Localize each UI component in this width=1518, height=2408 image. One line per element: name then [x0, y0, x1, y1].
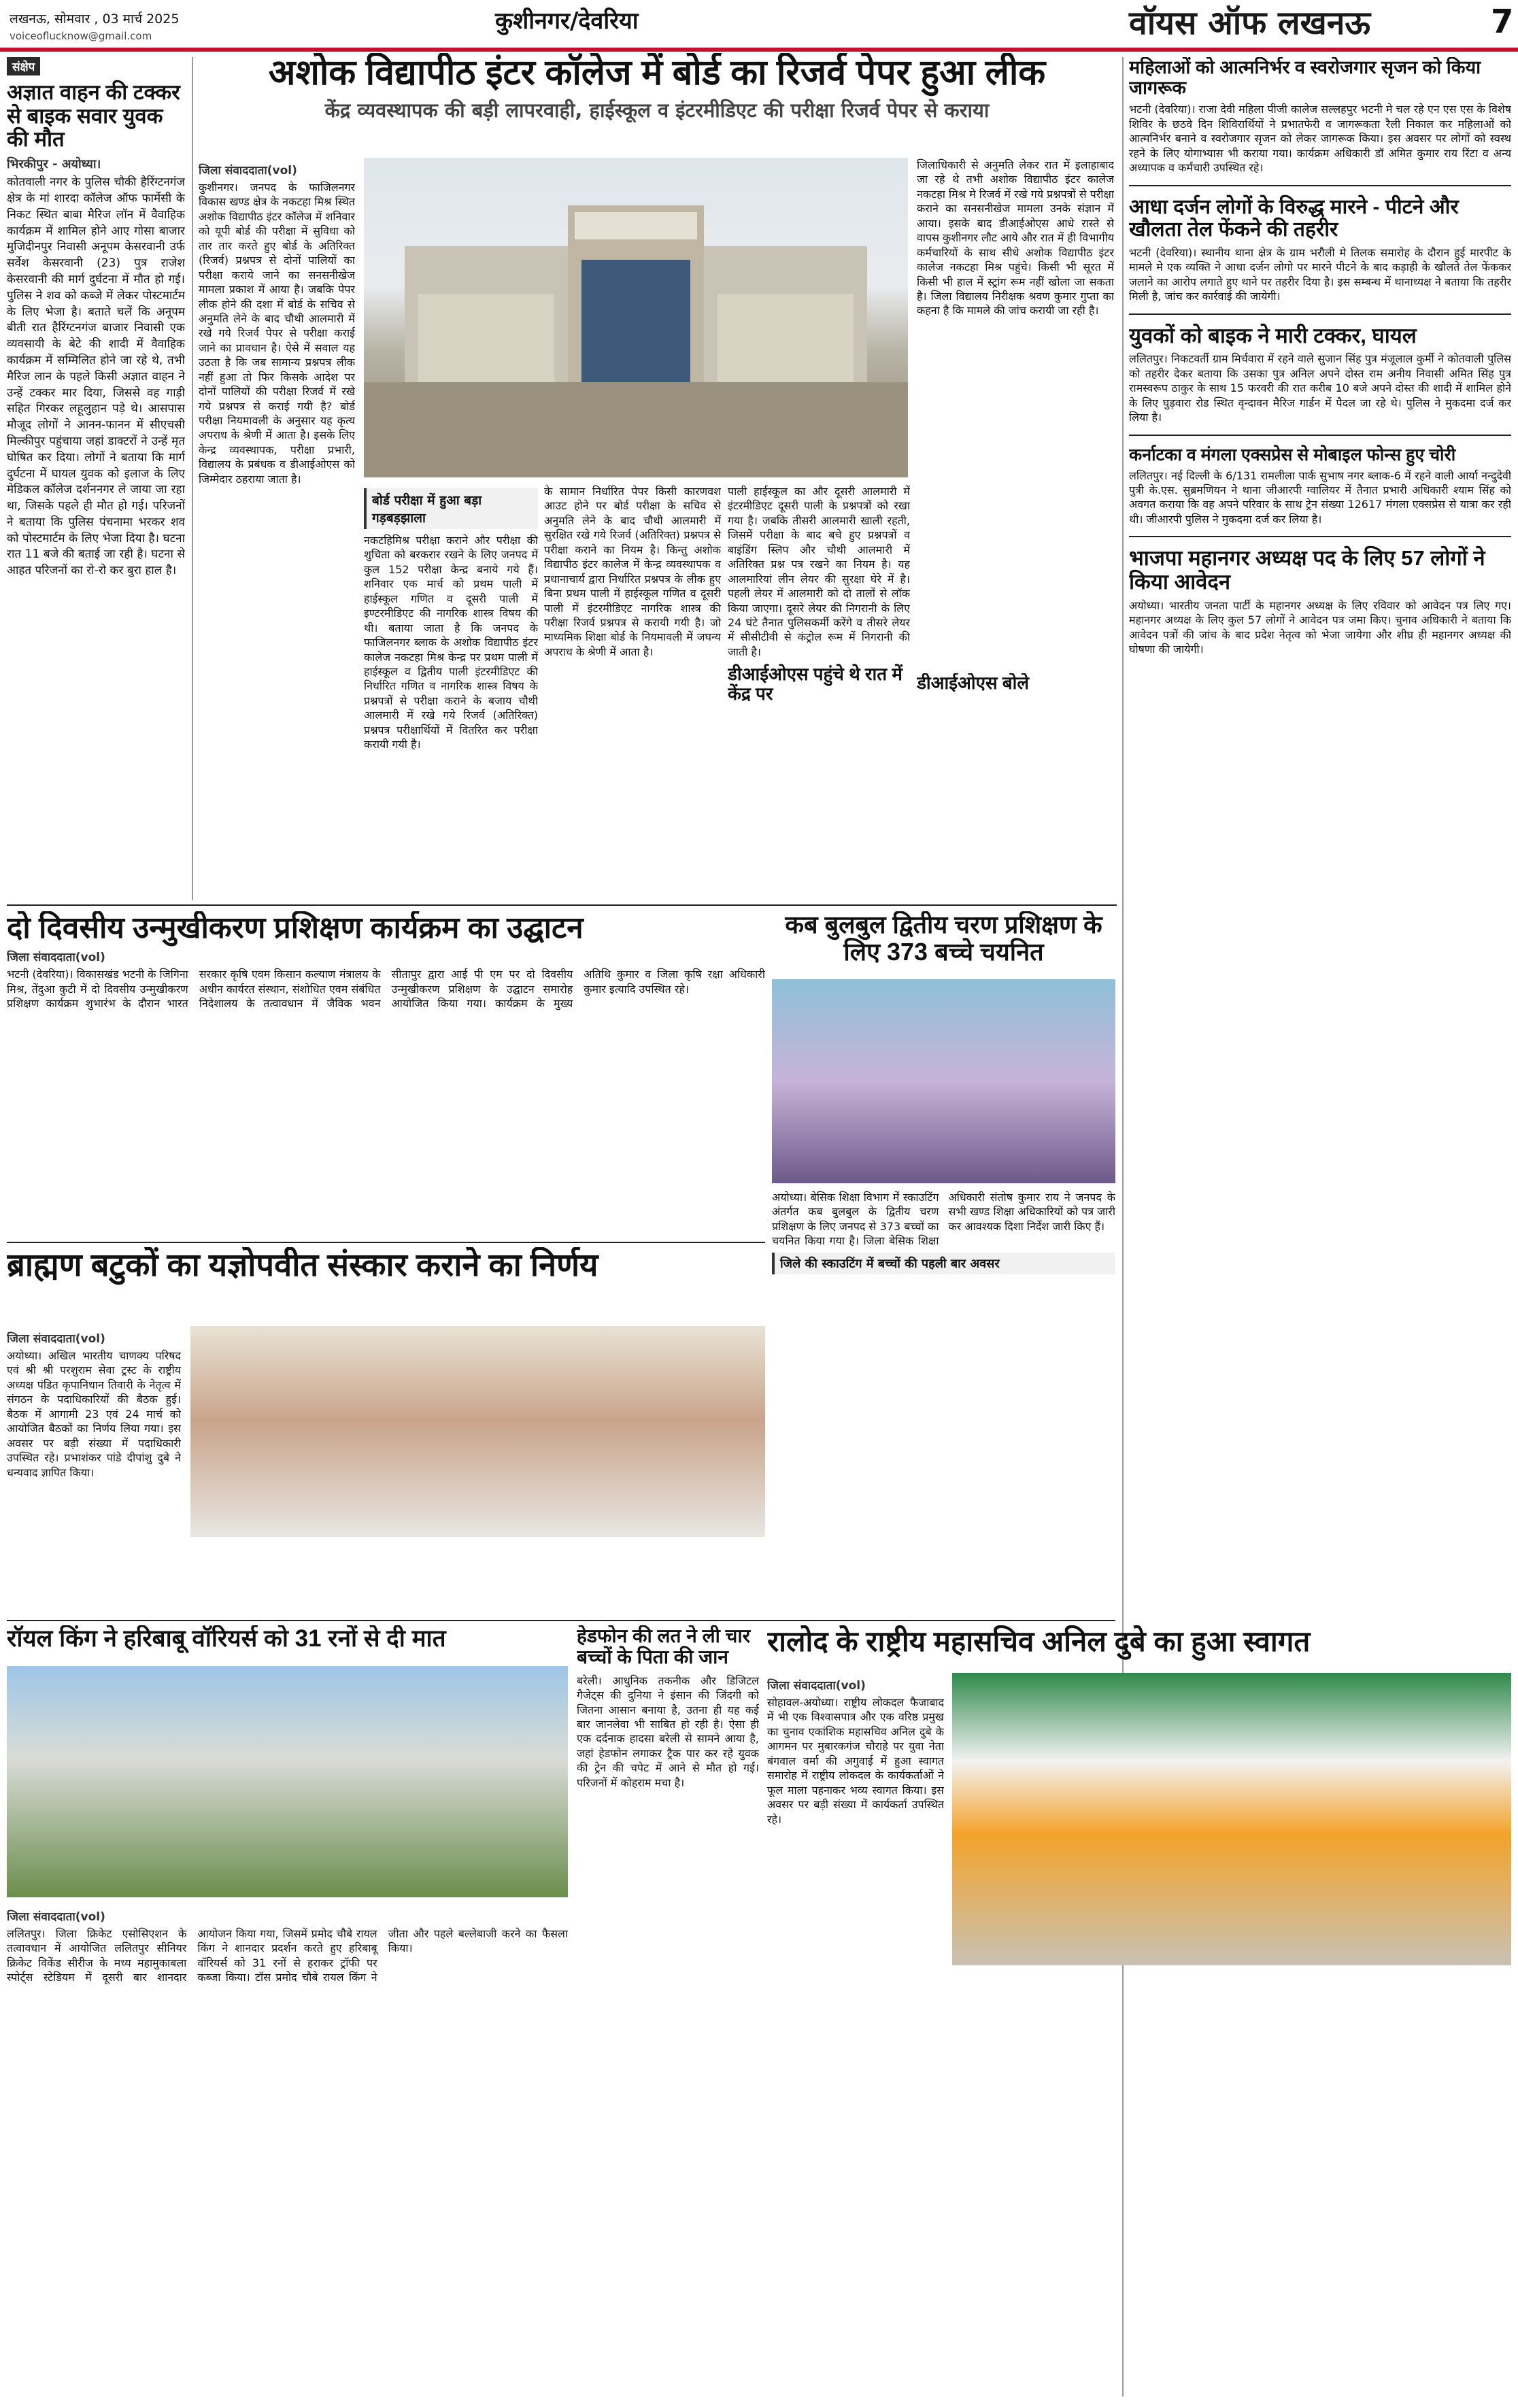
column-divider	[192, 57, 193, 900]
college-gate-illustration	[364, 158, 908, 477]
lead-subhead-dios: डीआईओएस पहुंचे थे रात में केंद्र पर	[728, 664, 903, 705]
story-cricket-headline: रॉयल किंग ने हरिबाबू वॉरियर्स को 31 रनों से दी मात	[7, 1625, 446, 1652]
college-gate-photo	[364, 158, 908, 477]
sidebar-headline-1: महिलाओं को आत्मनिर्भर व स्वरोजगार सृजन को किया जागरूक	[1129, 57, 1481, 99]
brahmin-meeting-photo	[190, 1326, 765, 1537]
lead-subheadline: केंद्र व्यवस्थापक की बड़ी लापरवाही, हाईस्कूल व इंटरमीडिएट की परीक्षा रिजर्व पेपर से कराया	[324, 99, 990, 122]
story-rld-col	[767, 1673, 944, 2394]
lead-col5-text: जिलाधिकारी से अनुमति लेकर रात में इलाहाबाद जा रहे थे तभी अशोक विद्यापीठ इंटर कालेज नकटहा मिश्र मे रिजर्व में रखे गये प्रश्नपत्रों से परीक्षा कराने का सनसनीखेज मामला उनके संज्ञान में आया। इसके बाद डीआईओएस आधे रास्ते से वापस कुशीनगर लौट आये और रात में ही विभागीय कर्मचारियों के साथ सीधे अशोक विद्यापीठ इंटर कालेज नकटहा मिश्र पहुंचे। किसी भी सूरत में किसी भी हाल में स्ट्रांग रूम नहीं खोला जा सकता है। जिला विद्यालय निरीक्षक श्रवण कुमार गुप्ता का कहना है कि मामले की जांच करायी जा रही है।	[917, 158, 1114, 318]
lead-col-1	[199, 158, 355, 899]
sidebar-headline-2: आधा दर्जन लोगों के विरुद्ध मारने - पीटने और खौलता तेल फेंकने की तहरीर	[1129, 195, 1459, 241]
story-cub-body-box	[772, 1190, 1115, 1605]
lead-col-5	[917, 158, 1114, 899]
lead-col2-text: नकटहिमिश्र परीक्षा कराने और परीक्षा की शुचिता को बरकरार रखने के लिए जनपद में कुल 152 परीक्षा केन्द्र बनाये गये हैं। शनिवार एक मार्च को प्रथम पाली में हाईस्कूल गणित व दूसरी पाली में इण्टरमीडिएट की नागरिक शास्त्र विषय की थी। बताया जाता है कि जनपद के फाजिलनगर ब्लाक के अशोक विद्यापीठ इंटर कालेज नकटहा मिश्र केन्द्र पर प्रथम पाली में हाईस्कूल व द्वितीय पाली इंटरमीडिएट की निर्धारित गणित व नागरिक शास्त्र विषय के प्रश्नपत्रों से परीक्षा कराने के बजाय चौथी आलमारी में रखे गये रिजर्व (अतिरिक्त) प्रश्नपत्र परीक्षार्थियों में वितरित कर परीक्षा करायी गयी है।	[364, 534, 538, 751]
sankshep-column	[7, 57, 185, 900]
row-divider	[7, 1620, 1115, 1621]
lead-col-4	[728, 484, 910, 899]
story-training	[7, 911, 765, 1238]
sankshep-dateline: भिरकीपुर - अयोध्या।	[7, 157, 101, 172]
story-headphone	[577, 1625, 759, 2401]
page-number: 7	[1491, 3, 1514, 41]
row-divider	[7, 904, 1117, 906]
story-training-byline: जिला संवाददाता(vol)	[7, 951, 105, 965]
story-training-headline: दो दिवसीय उन्मुखीकरण प्रशिक्षण कार्यक्रम का उद्घाटन	[7, 911, 584, 945]
lead-subhead-box	[917, 673, 1114, 714]
lead-col-2	[364, 484, 538, 899]
lead-col3-text: के सामान निर्धारित पेपर किसी कारणवश आउट होने पर बोर्ड परीक्षा के सचिव से अनुमति लेने के बाद चौथी आलमारी में सुरक्षित रखे गये रिजर्व (अतिरिक्त) प्रश्नपत्र से परीक्षा कराने का नियम है। किन्तु अशोक विद्यापीठ इंटर कालेज में केन्द्र व्यवस्थापक व प्रधानाचार्य द्वारा निर्धारित प्रश्नपत्र के लीक हुए बिना प्रथम पाली में हाईस्कूल गणित व दूसरी पाली में इंटरमीडिएट नागरिक शास्त्र की परीक्षा रिजर्व प्रश्नपत्र से करायी गयी है। जो माध्यमिक शिक्षा बोर्ड के नियमावली में जघन्य अपराध के श्रेणी में आता है।	[544, 485, 721, 658]
lead-col-3	[544, 484, 721, 899]
story-cricket-body-box	[7, 1904, 568, 2401]
section-name: कुशीनगर/देवरिया	[495, 7, 639, 35]
story-brahmin-byline: जिला संवाददाता(vol)	[7, 1332, 105, 1346]
sidebar-body-4: ललितपुर। नई दिल्ली के 6/131 रामलीला पार्क सुभाष नगर ब्लाक-6 में रहने वाली आर्या नन्दुदेवी पुत्री के.एस. सुब्रमणियन ने थाना जीआरपी ग्वालियर में तैनात प्रभारी अधिकारी श्याम सिंह को अवगत कराया कि वह अपने परिवार के साथ ट्रेन संख्या 12617 मंगला एक्सप्रेस से यात्रा कर रही थी। जीआरपी पुलिस ने मुकदमा दर्ज कर लिया है।	[1129, 469, 1511, 526]
lead-subhead: डीआईओएस बोले	[917, 673, 1029, 693]
cricket-team-photo	[7, 1666, 568, 1897]
sankshep-body: कोतवाली नगर के पुलिस चौकी हैरिंग्टनगंज क्षेत्र के मां शारदा कॉलेज ऑफ फार्मेसी के निकट स्थित बाबा मैरिज लॉन में वैवाहिक कार्यक्रम में शामिल होने आए गोसा बाजार मुजिदीनपुर निवासी अनूपम केसरवानी उर्फ सर्वेश केसरवानी (23) पुत्र राजेश केसरवानी की मार्ग दुर्घटना में मौत हो गई। पुलिस ने शव को कब्जे में लेकर पोस्टमार्टम के लिए भेजा है। बताते चलें कि अनूपम बीती रात हैरिंग्टनगंज बाजार निवासी एक व्यवसायी के बेटे की शादी में वैवाहिक कार्यक्रम में सम्मिलित होने जा रहे थे, तभी मैरिज लान के पहले किसी अज्ञात वाहन ने उन्हें टक्कर मार दिया, जिससे वह गाड़ी सहित गिरकर लहूलुहान पड़े थे। आसपास मौजूद लोगों ने आनन-फानन में सीएचसी मिल्कीपुर पहुंचाया जहां डाक्टरों ने उन्हें मृत घोषित कर दिया। लोगों ने बताया कि मार्ग दुर्घटना में घायल युवक को इलाज के लिए मेडिकल कॉलेज दर्शननगर ले जाया जा रहा था, जिसके पहले ही मौत हो गई। परिजनों ने बताया कि पुलिस पंचनामा भरकर शव को पोस्टमार्टम के लिए भेजा दिया है। घटना रात 11 बजे की बताई जा रही है। घटना से आहत परिजनों का रो-रो कर बुरा हाल है।	[7, 175, 185, 578]
story-cub-headline: कब बुलबुल द्वितीय चरण प्रशिक्षण के लिए 373 बच्चे चयनित	[785, 911, 1102, 966]
lead-col1-text: कुशीनगर। जनपद के फाजिलनगर विकास खण्ड क्षेत्र के नकटहा मिश्र स्थित अशोक विद्यापीठ इंटर कॉलेज में शनिवार को यूपी बोर्ड की परीक्षा में सुविधा को तार तार करते हुए बोर्ड के अतिरिक्त (रिजर्व) प्रश्नपत्र से दोनों पालियों का परीक्षा कराये जाने का सनसनीखेज मामला प्रकाश में आया है। जबकि पेपर लीक होने की दशा में बोर्ड के सचिव से अनुमति लेने के बाद चौथी आलमारी में रखे गये रिजर्व पेपर से परीक्षा कराई जाने का प्रावधान है। ऐसे में सवाल यह उठता है कि जब सामान्य प्रश्नपत्र लीक नहीं हुआ तो फिर किसके आदेश पर दोनों पालियों की परीक्षा रिजर्व में रखे गये प्रश्नपत्र से कराई गयी है? बोर्ड परीक्षा नियमावली के अनुसार यह कृत्य अपराध के श्रेणी में आता है। इसके लिए केन्द्र व्यवस्थापक, परीक्षा प्रभारी, विद्यालय के प्रबंधक व डीआईओएस को जिम्मेदार ठहराया जाता है।	[199, 181, 355, 486]
sidebar-headline-3: युवकों को बाइक ने मारी टक्कर, घायल	[1129, 323, 1417, 347]
issue-date: लखनऊ, सोमवार , 03 मार्च 2025	[10, 12, 180, 27]
story-cricket-byline: जिला संवाददाता(vol)	[7, 1910, 105, 1924]
lead-byline: जिला संवाददाता(vol)	[199, 164, 297, 177]
story-cricket-body: ललितपुर। जिला क्रिकेट एसोसिएशन के तत्वावधान में आयोजित ललितपुर सीनियर क्रिकेट विकेंड सीरीज के मध्य महामुकाबला स्पोर्ट्स स्टेडियम में दूसरी बार शानदार आयोजन किया गया, जिसमें प्रमोद चौबे रायल किंग ने शानदार प्रदर्शन करते हुए हरिबाबू वॉरियर्स को 31 रनों से हराकर ट्रॉफी पर कब्जा किया। टॉस प्रमोद चौबे रायल किंग ने जीता और पहले बल्लेबाजी करने का फैसला किया।	[7, 1927, 568, 1984]
story-headphone-body: बरेली। आधुनिक तकनीक और डिजिटल गैजेट्स की दुनिया ने इंसान की जिंदगी को जितना आसान बनाया है, उतना ही यह कई बार जानलेवा भी साबित हो रही है। ऐसा ही एक दर्दनाक हादसा बरेली से सामने आया है, जहां हेडफोन लगाकर ट्रैक पार कर रहे युवक की ट्रेन की चपेट में आने से मौत हो गई। परिजनों में कोहराम मचा है।	[577, 1674, 759, 1789]
story-brahmin-headline: ब्राह्मण बटुकों का यज्ञोपवीत संस्कार कराने का निर्णय	[7, 1247, 598, 1283]
sidebar-body-5: अयोध्या। भारतीय जनता पार्टी के महानगर अध्यक्ष के लिए रविवार को आवेदन पत्र लिए गए। महानगर अध्यक्ष के लिए कुल 57 लोगों ने आवेदन पत्र जमा किए। चुनाव अधिकारी ने बताया कि आवेदन पत्रों की जांच के बाद प्रदेश नेतृत्व को भेजा जायेगा और शीघ्र ही महानगर अध्यक्ष की घोषणा की जायेगी।	[1129, 598, 1511, 656]
lead-col4-text: पाली हाईस्कूल का और दूसरी आलमारी में इंटरमीडिएट दूसरी पाली के प्रश्नपत्रों को रखा गया है। जबकि तीसरी आलमारी खाली रहती, जिसमें परीक्षा के बाद बचे हुए प्रश्नपत्रों व बाइंडिंग स्लिप और चौथी आलमारी में अतिरिक्त प्रश्न पत्र रखने का नियम है। यह आलमारियां लीन लेयर की सुरक्षा घेरे में है। पहली लेयर में आलमारी को दो तालों से लॉक किया जाएगा। दूसरे लेयर की निगरानी के लिए 24 घंटे तैनात पुलिसकर्मी करेंगे व तीसरे लेयर में सीसीटीवी से कंट्रोल रूम में निगरानी की जाती है।	[728, 485, 910, 658]
story-cub-pull: जिले की स्काउटिंग में बच्चों की पहली बार अवसर	[772, 1253, 1115, 1274]
story-headphone-headline: हेडफोन की लत ने ली चार बच्चों के पिता की जान	[577, 1625, 751, 1668]
sidebar-body-1: भटनी (देवरिया)। राजा देवी महिला पीजी कालेज सल्लहपुर भटनी मे चल रहे एन एस एस के विशेष शिविर के छठवे दिन शिविरार्थियों ने प्रभातफेरी व जागरूकता रैली निकाल कर महिलाओं को आत्मनिर्भर बनाने व स्वरोजगार सृजन को लेकर जागरूक किया। इस अवसर पर लोगों को स्वस्थ रहने के लिए योगाभ्यास भी कराया गया। कार्यक्रम अधिकारी डॉ अमित कुमार राय रिंटा व अन्य अध्यापक व कर्मचारी उपस्थित रहे।	[1129, 103, 1511, 175]
masthead-brand: वॉयस ऑफ लखनऊ	[1129, 4, 1371, 42]
page-header	[0, 0, 1518, 48]
cub-bulbul-photo	[772, 979, 1115, 1183]
sidebar-headline-5: भाजपा महानगर अध्यक्ष पद के लिए 57 लोगों ने किया आवेदन	[1129, 546, 1485, 594]
story-training-body: भटनी (देवरिया)। विकासखंड भटनी के जिगिना मिश्र, तेंदुआ कुटी में दो दिवसीय उन्मुखीकरण प्रशिक्षण कार्यक्रम शुभारंभ के दौरान भारत सरकार कृषि एवम किसान कल्याण मंत्रालय के अधीन कार्यरत संस्थान, संशोधित एवम संबंधित निदेशालय के तत्वावधान में जैविक भवन सीतापुर द्वारा आई पी एम पर दो दिवसीय उन्मुखीकरण प्रशिक्षण के उद्घाटन समारोह आयोजित किया गया। कार्यक्रम के मुख्य अतिथि कुमार व जिला कृषि रक्षा अधिकारी कुमार इत्यादि उपस्थित रहे।	[7, 968, 765, 1011]
lead-headline: अशोक विद्यापीठ इंटर कॉलेज में बोर्ड का रिजर्व पेपर हुआ लीक	[268, 53, 1046, 92]
story-cub-body: अयोध्या। बेसिक शिक्षा विभाग में स्काउटिंग अंतर्गत कब बुलबुल के द्वितीय चरण प्रशिक्षण के लिए जनपद से 373 बच्चों का चयनित किया गया है। जिला बेसिक शिक्षा अधिकारी संतोष कुमार राय ने जनपद के सभी खण्ड शिक्षा अधिकारियों को पत्र जारी कर आवश्यक दिशा निर्देश जारी किए हैं।	[772, 1191, 1115, 1248]
email: voiceoflucknow@gmail.com	[10, 30, 152, 42]
sankshep-tag: संक्षेप	[7, 57, 40, 75]
row-divider	[7, 1242, 765, 1243]
sidebar-body-3: ललितपुर। निकटवर्ती ग्राम मिर्चवारा में रहने वाले सुजान सिंह पुत्र मंजूलाल कुर्मी ने कोतवाली पुलिस को तहरीर देकर बताया कि उसका पुत्र अनिल अपने दोस्त राम अनीय निवासी अमित सिंह पुत्र रामस्वरूप ठाकुर के साथ 15 फरवरी की रात करीब 10 बजे अपने दोस्त की शादी में शामिल होने के लिए घुड़वारा रोड स्थित वृन्दावन मैरिज गार्डन में पैदल जा रहे थे। पुलिस ने मुकदमा दर्ज कर लिया है।	[1129, 352, 1511, 424]
header-rule	[0, 48, 1518, 52]
rld-welcome-photo	[952, 1673, 1511, 1965]
sidebar-body-2: भटनी (देवरिया)। स्थानीय थाना क्षेत्र के ग्राम भरौली मे तिलक समारोह के दौरान हुई मारपीट के मामले मे एक व्यक्ति ने आधा दर्जन लोगो पर मारने पीटने के बाद कड़ाही के खौलते तेल फेंककर जलाने का आरोप लगाते हुए थाने पर तहरीर दिया है। इस सम्बन्ध में थानाध्यक्ष ने बताया कि तहरीर मिली है, जांच कर कार्रवाई की जायेगी।	[1129, 245, 1511, 303]
story-brahmin-body: अयोध्या। अखिल भारतीय चाणक्य परिषद एवं श्री श्री परशुराम सेवा ट्रस्ट के राष्ट्रीय अध्यक्ष पंडित कृपानिधान तिवारी के नेतृत्व में संगठन के पदाधिकारियों की बैठक हुई। बैठक में आगामी 23 एवं 24 मार्च को आयोजित बैठकों का निर्णय लिया गया। इस अवसर पर बड़ी संख्या में पदाधिकारी उपस्थित रहे। प्रभाशंकर पांडे दीपांशु दुबे ने धन्यवाद ज्ञापित किया।	[7, 1349, 181, 1479]
sidebar-headline-4: कर्नाटका व मंगला एक्सप्रेस से मोबाइल फोन्स हुए चोरी	[1129, 445, 1456, 464]
story-rld-body: सोहावल-अयोध्या। राष्ट्रीय लोकदल फैजाबाद में भी एक विश्वासपात्र और एक वरिष्ठ प्रमुख का चुनाव एकांशिक महासचिव अनिल दुबे के आगमन पर मुबारकगंज चौराहे पर युवा नेता बंगवाल वर्मा की अगुवाई में हुआ स्वागत समारोह में राष्ट्रीय लोकदल के कार्यकर्ताओं ने फूल माला पहनाकर भव्य स्वागत किया। इस अवसर पर बड़ी संख्या में कार्यकर्ता उपस्थित रहे।	[767, 1696, 944, 1826]
sankshep-headline: अज्ञात वाहन की टक्कर से बाइक सवार युवक की मौत	[7, 80, 180, 152]
story-rld-headline: रालोद के राष्ट्रीय महासचिव अनिल दुबे का हुआ स्वागत	[767, 1625, 1311, 1657]
story-rld-byline: जिला संवाददाता(vol)	[767, 1679, 866, 1693]
lead-pull-quote: बोर्ड परीक्षा में हुआ बड़ा गड़बड़झाला	[364, 488, 538, 529]
